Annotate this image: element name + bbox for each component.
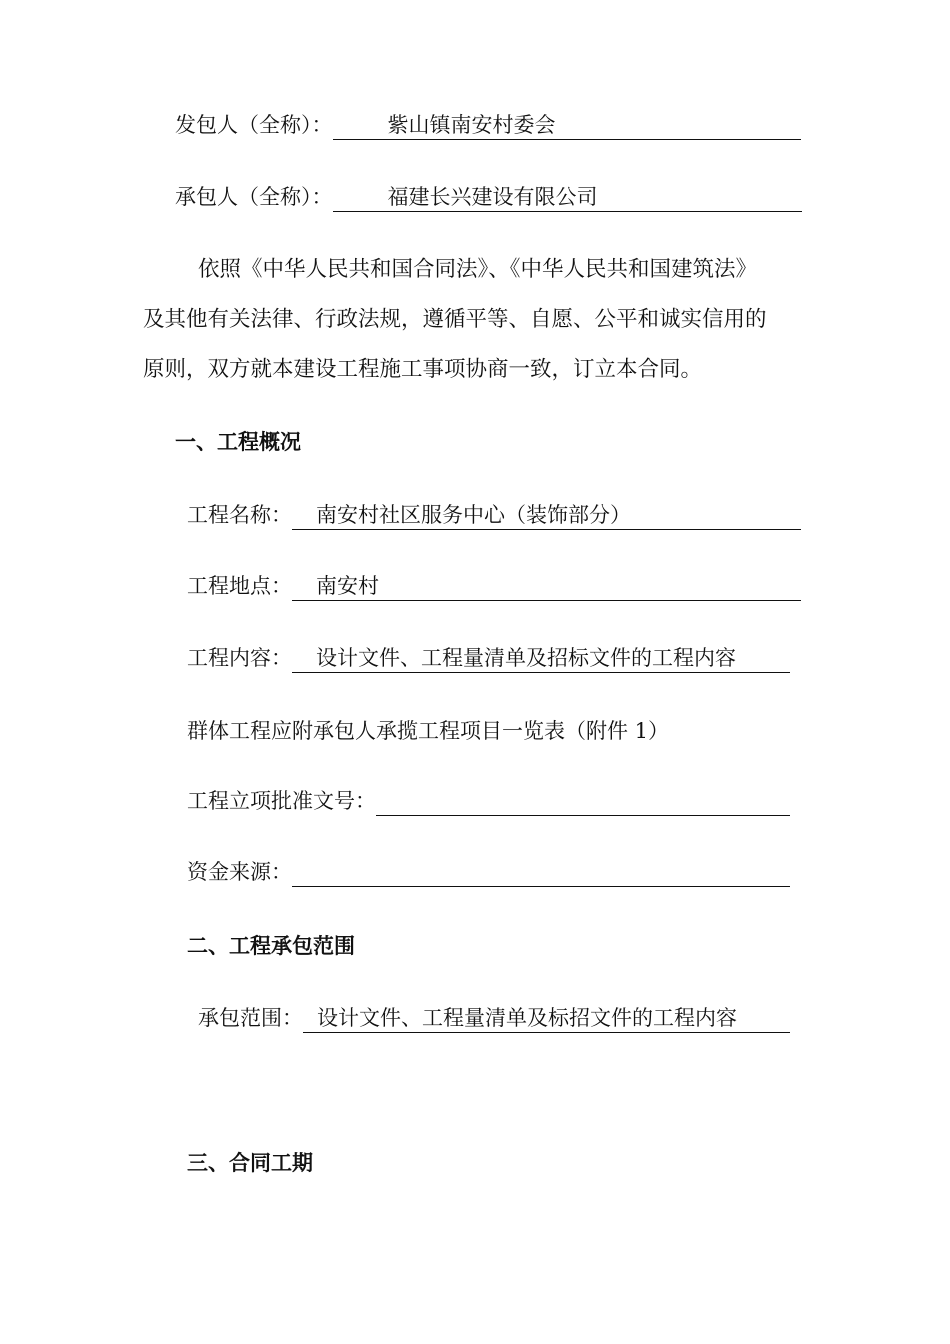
approval-number-value [376,786,790,816]
project-name-label: 工程名称： [187,503,292,527]
funding-source-value [292,857,790,887]
approval-number-label: 工程立项批准文号： [187,789,376,813]
project-name-value: 南安村社区服务中心（装饰部分） [292,500,801,530]
preamble-line-3: 原则，双方就本建设工程施工事项协商一致，订立本合同。 [143,357,703,382]
employer-value: 紫山镇南安村委会 [333,110,802,140]
contractor-label: 承包人（全称）： [175,185,333,209]
project-location-label: 工程地点： [187,574,292,598]
project-content-label: 工程内容： [187,646,292,670]
funding-source-field [187,857,790,887]
approval-number-field [187,786,790,816]
project-content-field [187,643,790,673]
scope-field [198,1003,790,1033]
preamble-line-2: 及其他有关法律、行政法规，遵循平等、自愿、公平和诚实信用的 [143,307,767,332]
project-location-value: 南安村 [292,571,801,601]
project-location-field [187,571,801,601]
section-3-title: 三、合同工期 [187,1150,313,1175]
contractor-value: 福建长兴建设有限公司 [333,182,803,212]
employer-label: 发包人（全称）： [175,113,333,137]
contractor-field [175,182,802,212]
scope-value: 设计文件、工程量清单及标招文件的工程内容 [303,1003,790,1033]
section-1-title: 一、工程概况 [175,429,301,454]
section-2-title: 二、工程承包范围 [187,933,355,958]
project-content-value: 设计文件、工程量清单及招标文件的工程内容 [292,643,790,673]
preamble-line-1: 依照《中华人民共和国合同法》、《中华人民共和国建筑法》 [198,257,758,282]
funding-source-label: 资金来源： [187,860,292,884]
employer-field [175,110,801,140]
group-project-note: 群体工程应附承包人承揽工程项目一览表（附件 1） [187,719,670,743]
scope-label: 承包范围： [198,1006,303,1030]
project-name-field [187,500,801,530]
